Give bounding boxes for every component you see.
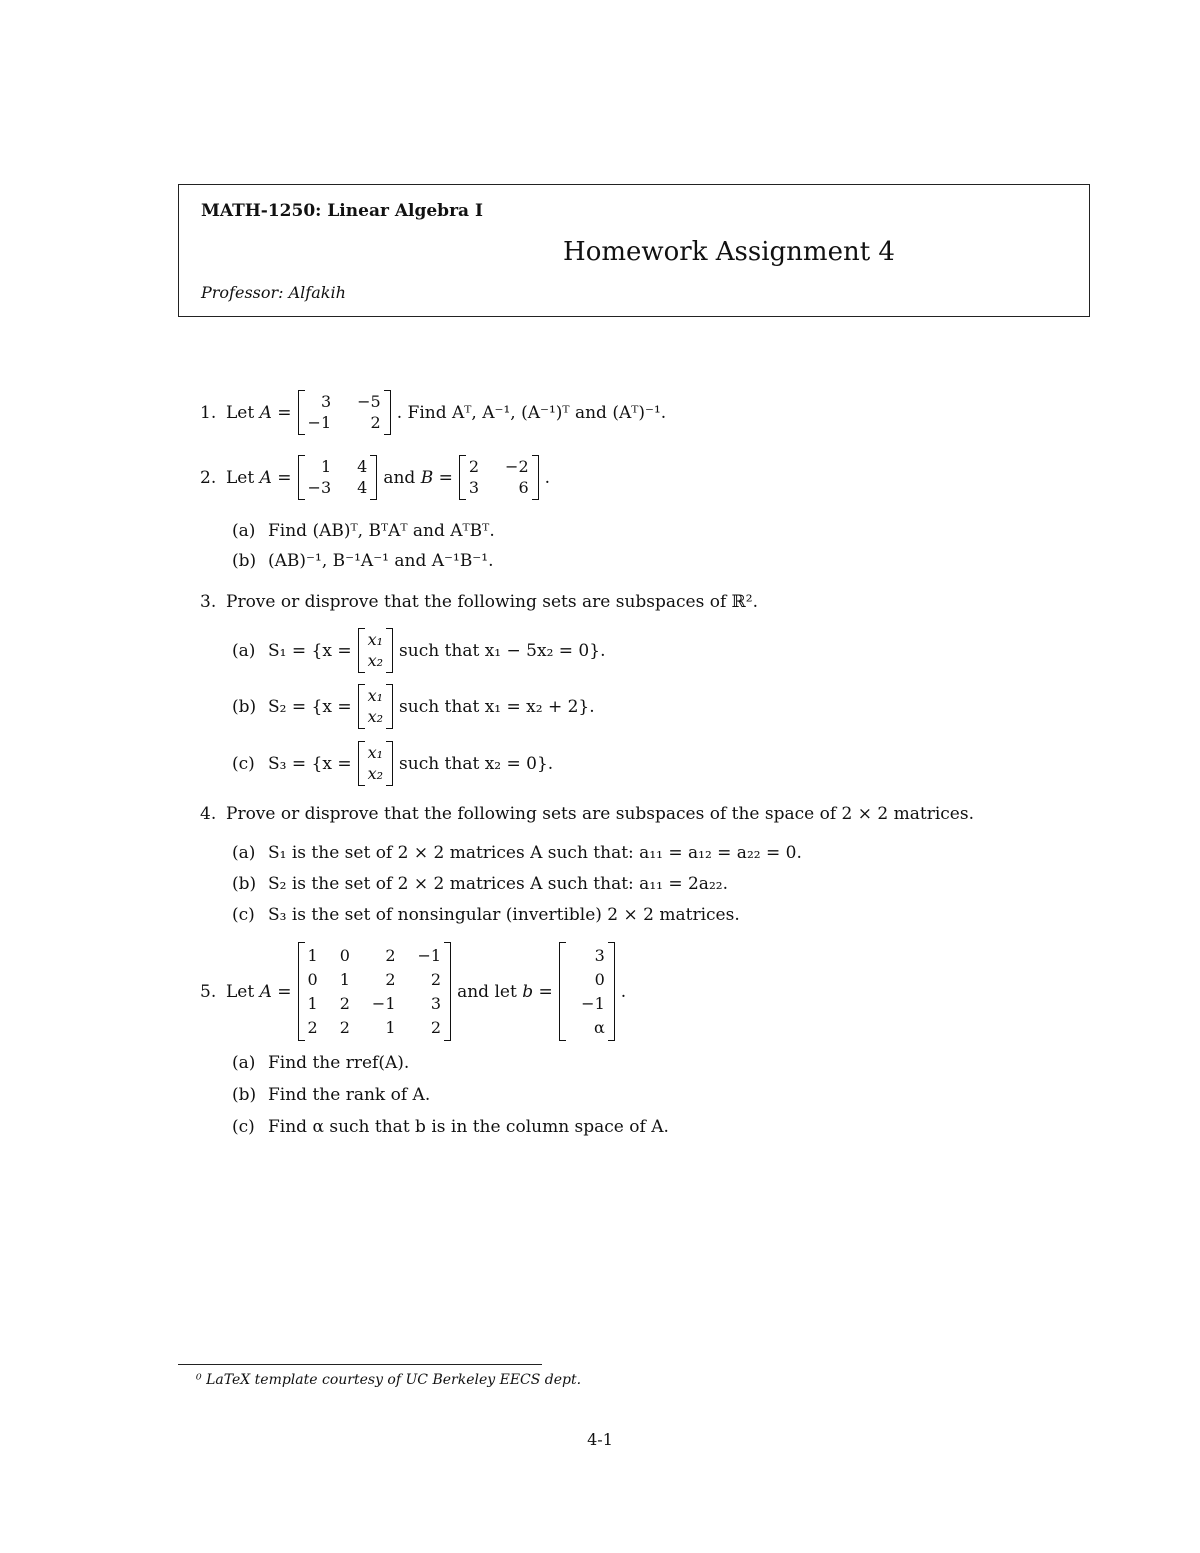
- problem-4a: (a) S₁ is the set of 2 × 2 matrices A such that: a₁₁ = a₁₂ = a₂₂ = 0.: [232, 843, 802, 863]
- problem-4c: (c) S₃ is the set of nonsingular (invertible) 2 × 2 matrices.: [232, 905, 740, 925]
- problem-4b: (b) S₂ is the set of 2 × 2 matrices A such that: a₁₁ = 2a₂₂.: [232, 874, 728, 894]
- problem-3: 3. Prove or disprove that the following sets are subspaces of ℝ².: [200, 592, 758, 612]
- vector-b-p5: 3 0 −1 α: [559, 942, 615, 1041]
- problem-3b: (b) S₂ = {x = x₁ x₂ such that x₁ = x₂ + 2}.: [232, 684, 595, 729]
- footnote-rule: [178, 1364, 542, 1365]
- footnote: ⁰ LaTeX template courtesy of UC Berkeley EECS dept.: [196, 1372, 582, 1388]
- matrix-a-p1: 3 −5 −1 2: [298, 390, 391, 435]
- matrix-a-p2: 1 4 −3 4: [298, 455, 378, 500]
- vector-x: x₁ x₂: [358, 684, 393, 729]
- page-number: 4-1: [587, 1430, 613, 1449]
- assignment-title: Homework Assignment 4: [563, 237, 895, 267]
- problem-5: 5. Let A = 1 0 2 −1 0 1 2 2 1 2 −1 3 2 2 1 2 and let b = 3 0 −1 α .: [200, 942, 626, 1041]
- header-box: [178, 184, 1090, 317]
- problem-5c: (c) Find α such that b is in the column space of A.: [232, 1117, 669, 1137]
- problem-1: 1. Let A = 3 −5 −1 2 . Find Aᵀ, A⁻¹, (A⁻¹)ᵀ and (Aᵀ)⁻¹.: [200, 390, 666, 435]
- problem-2: 2. Let A = 1 4 −3 4 and B = 2 −2 3 6 .: [200, 455, 550, 500]
- professor-name: Professor: Alfakih: [201, 283, 346, 302]
- problem-5a: (a) Find the rref(A).: [232, 1053, 410, 1073]
- problem-3c: (c) S₃ = {x = x₁ x₂ such that x₂ = 0}.: [232, 741, 553, 786]
- problem-4: 4. Prove or disprove that the following sets are subspaces of the space of 2 × 2 matrices.: [200, 804, 974, 824]
- matrix-b-p2: 2 −2 3 6: [459, 455, 539, 500]
- problem-2a: (a) Find (AB)ᵀ, BᵀAᵀ and AᵀBᵀ.: [232, 521, 495, 541]
- problem-5b: (b) Find the rank of A.: [232, 1085, 431, 1105]
- course-title: MATH-1250: Linear Algebra I: [201, 201, 483, 221]
- vector-x: x₁ x₂: [358, 628, 393, 673]
- matrix-a-p5: 1 0 2 −1 0 1 2 2 1 2 −1 3 2 2 1 2: [298, 942, 452, 1041]
- problem-2b: (b) (AB)⁻¹, B⁻¹A⁻¹ and A⁻¹B⁻¹.: [232, 551, 494, 571]
- problem-3a: (a) S₁ = {x = x₁ x₂ such that x₁ − 5x₂ = 0}.: [232, 628, 605, 673]
- vector-x: x₁ x₂: [358, 741, 393, 786]
